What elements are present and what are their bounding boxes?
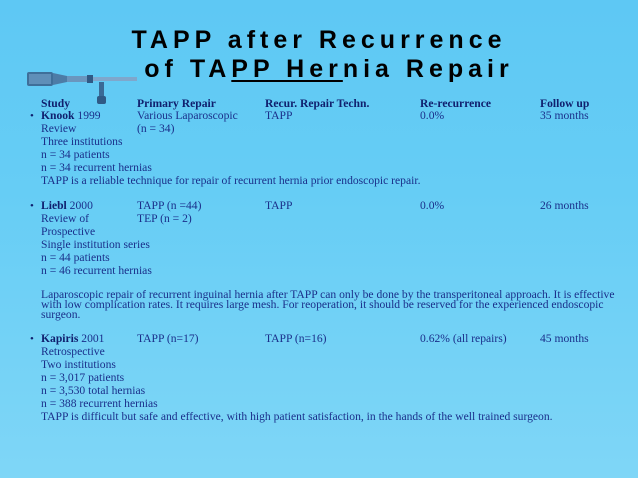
follow-up: 26 months — [540, 199, 589, 212]
slide-title-line-1: TAPP after Recurrence — [131, 26, 507, 54]
recur-technique: TAPP (n=16) — [265, 332, 327, 345]
detail: n = 34 patients — [41, 148, 110, 161]
recur-technique: TAPP — [265, 109, 293, 122]
detail: Prospective — [41, 225, 96, 238]
conclusion: TAPP is a reliable technique for repair of recurrent hernia prior endoscopic repair. — [41, 174, 421, 187]
slide-title-line-2: of TAPP Hernia Repair — [144, 55, 514, 83]
detail: n = 44 patients — [41, 251, 110, 264]
detail: n = 388 recurrent hernias — [41, 397, 158, 410]
detail: Three institutions — [41, 135, 123, 148]
detail: Two institutions — [41, 358, 116, 371]
bullet: • — [30, 110, 34, 122]
primary-repair: Various Laparoscopic — [137, 109, 238, 122]
primary-repair-n: (n = 34) — [137, 122, 175, 135]
follow-up: 45 months — [540, 332, 589, 345]
bullet: • — [30, 333, 34, 345]
header-primary-repair: Primary Repair — [137, 97, 216, 110]
bullet: • — [30, 200, 34, 212]
primary-repair: TAPP (n=17) — [137, 332, 199, 345]
detail: n = 34 recurrent hernias — [41, 161, 152, 174]
header-follow-up: Follow up — [540, 97, 590, 110]
re-recurrence: 0.0% — [420, 199, 445, 212]
primary-repair-n: TEP (n = 2) — [137, 212, 192, 225]
conclusion: TAPP is difficult but safe and effective, with high patient satisfaction, in the hands of the well trained surgeon. — [41, 410, 553, 423]
detail: n = 46 recurrent hernias — [41, 264, 152, 277]
header-recur-repair-technique: Recur. Repair Techn. — [265, 97, 370, 110]
recur-technique: TAPP — [265, 199, 293, 212]
study-type: Review of — [41, 212, 89, 225]
re-recurrence: 0.62% (all repairs) — [420, 332, 507, 345]
detail: Single institution series — [41, 238, 150, 251]
study-type: Review — [41, 122, 77, 135]
conclusion: Laparoscopic repair of recurrent inguinal hernia after TAPP can only be done by the transperitoneal approach. It is effective with low complication rates. It requires large mesh. For reoperation, it should be reserved for the experienced endoscopic surgeon. — [41, 288, 615, 321]
primary-repair: TAPP (n =44) — [137, 199, 202, 212]
detail: n = 3,530 total hernias — [41, 384, 146, 397]
header-re-recurrence: Re-recurrence — [420, 97, 492, 110]
study-name: Liebl 2000 — [41, 199, 93, 212]
header-study: Study — [41, 97, 71, 110]
follow-up: 35 months — [540, 109, 589, 122]
re-recurrence: 0.0% — [420, 109, 445, 122]
study-name: Knook 1999 — [41, 109, 101, 122]
detail: n = 3,017 patients — [41, 371, 125, 384]
study-name: Kapiris 2001 — [41, 332, 105, 345]
detail: Retrospective — [41, 345, 105, 358]
